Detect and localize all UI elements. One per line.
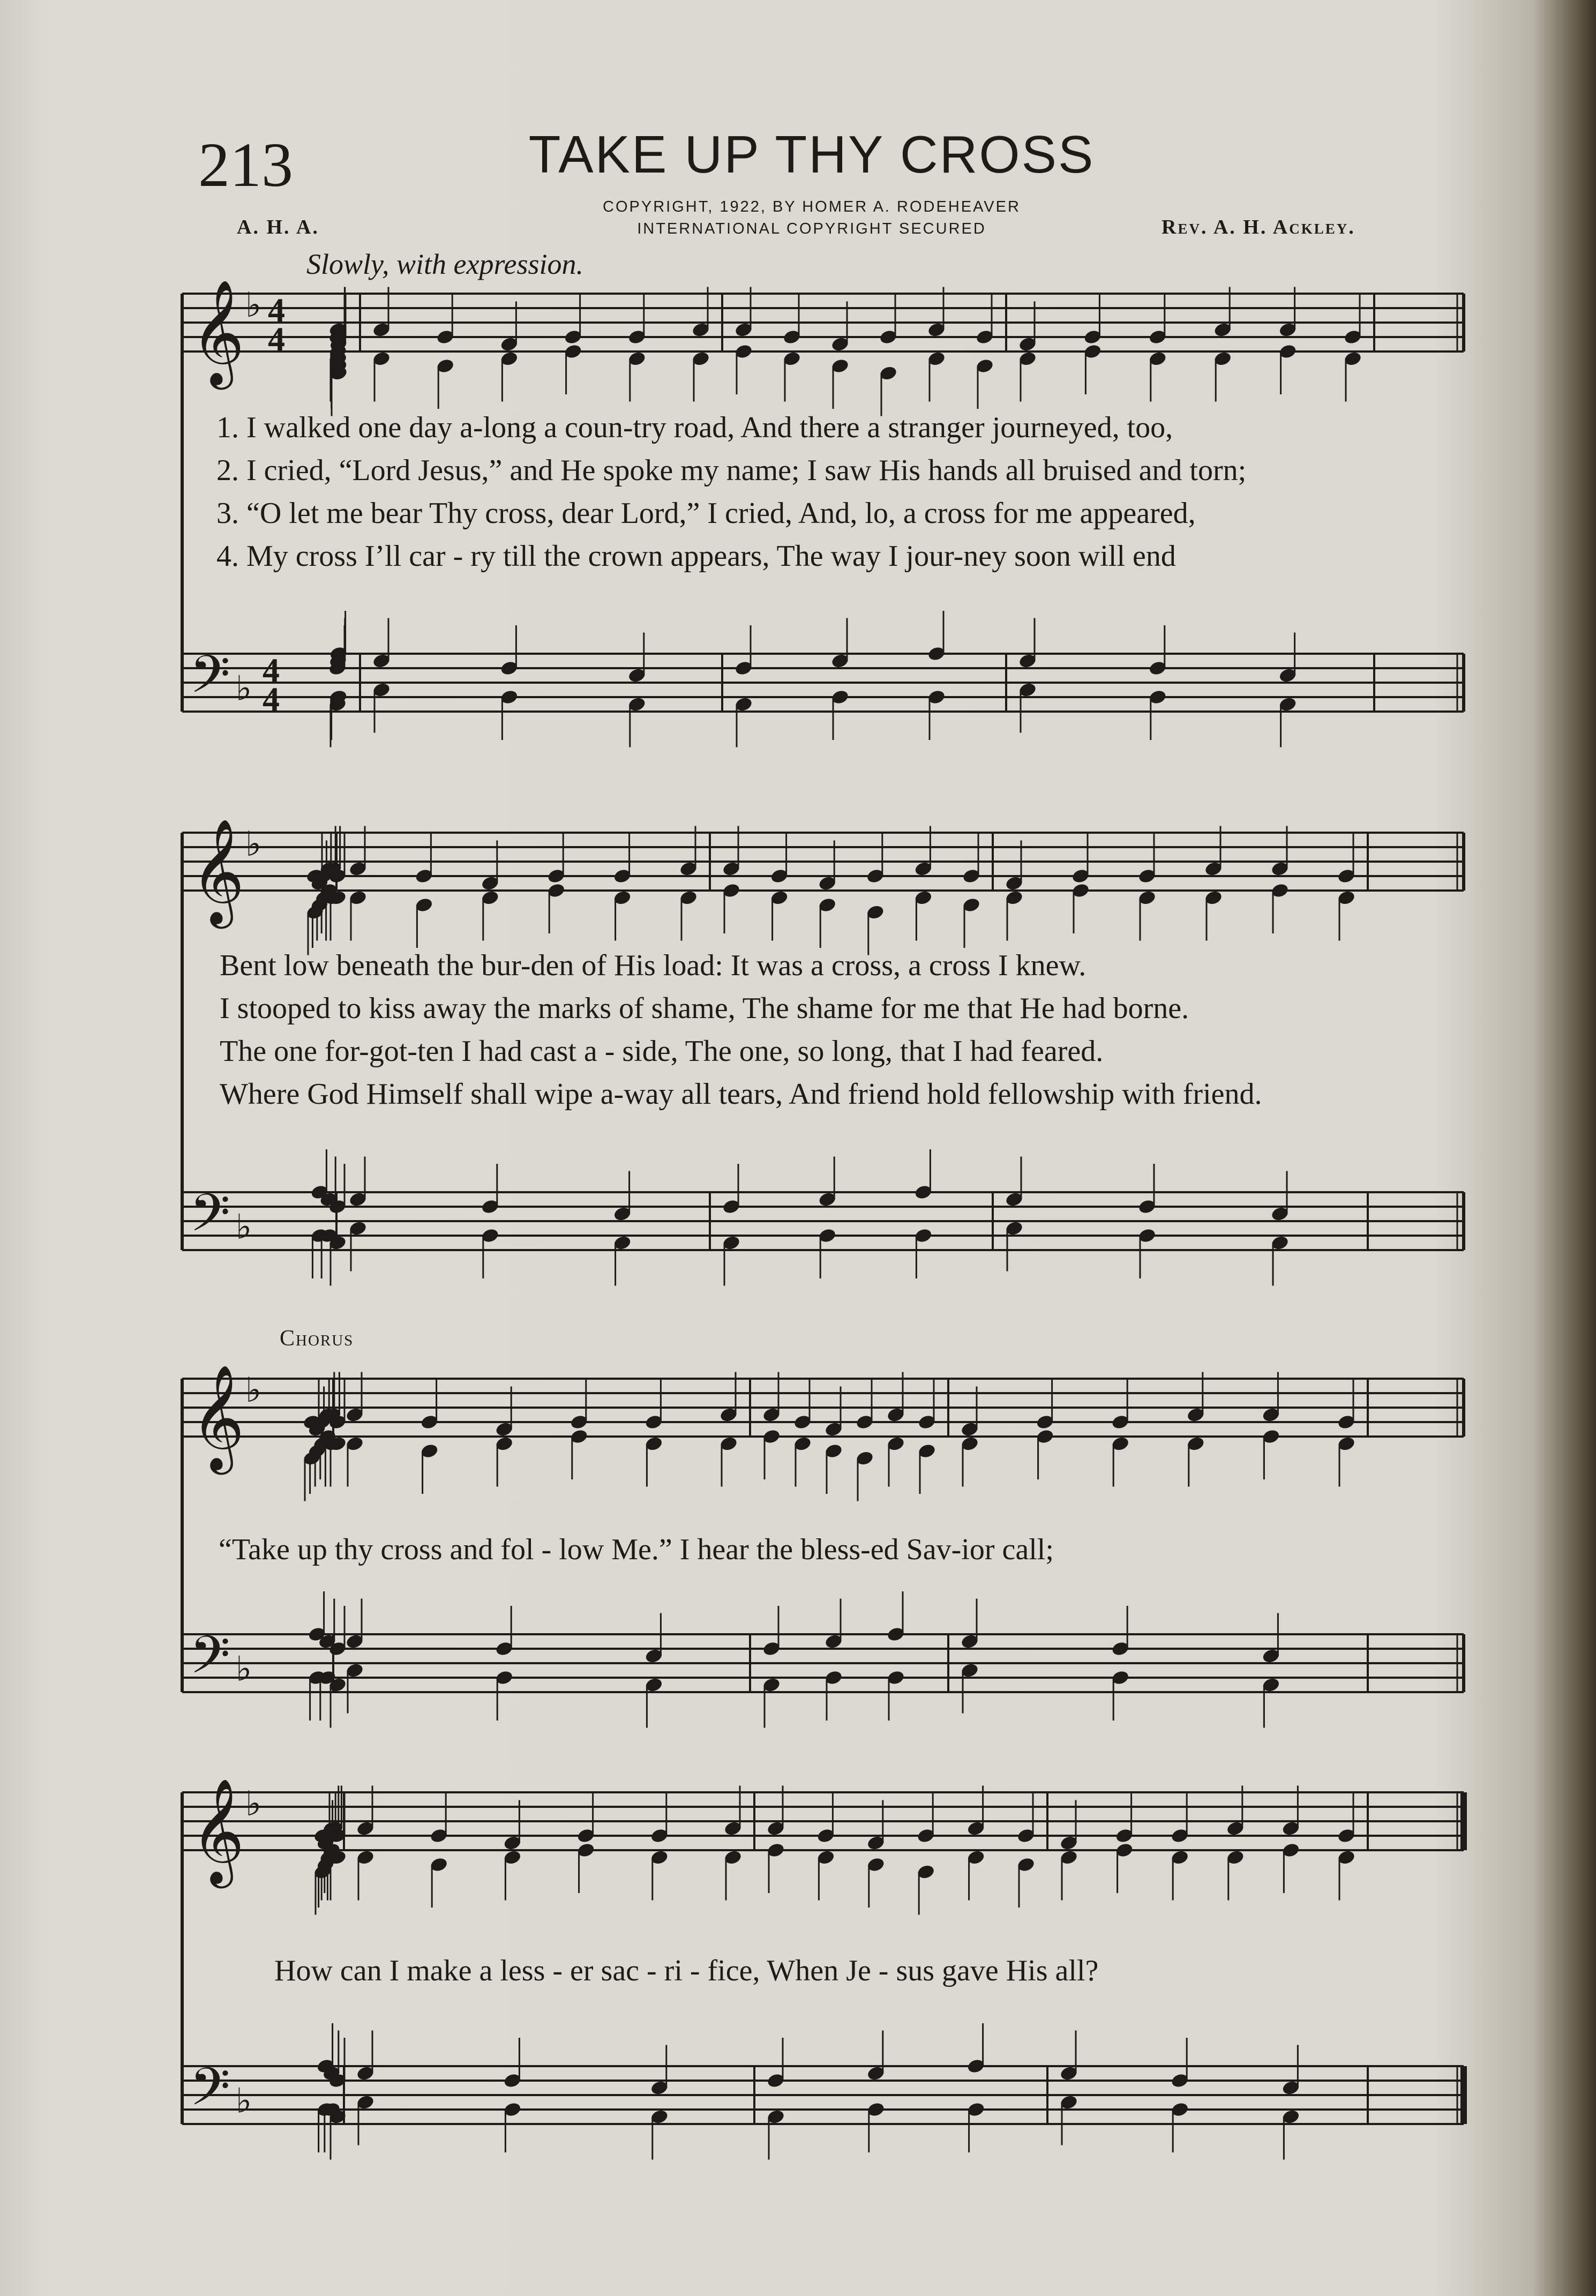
key-flat: ♭: [236, 1649, 252, 1689]
hymn-number: 213: [198, 130, 293, 200]
chorus-line-2: How can I make a less - er sac - ri - fice, When Je - sus gave His all?: [274, 1954, 1099, 1987]
verse-4-line-1: 4. My cross I’ll car - ry till the crown appears, The way I jour-ney soon will end: [216, 540, 1176, 573]
key-flat: ♭: [245, 825, 262, 865]
key-flat: ♭: [245, 1784, 262, 1824]
copyright-secured-line: INTERNATIONAL COPYRIGHT SECURED: [637, 220, 986, 237]
hymn-title: TAKE UP THY CROSS: [528, 125, 1095, 184]
key-flat: ♭: [236, 1207, 252, 1247]
tempo-marking: Slowly, with expression.: [306, 248, 583, 280]
verse-3-line-1: 3. “O let me bear Thy cross, dear Lord,” I cried, And, lo, a cross for me appeared,: [216, 497, 1196, 530]
verse-4-line-2: Where God Himself shall wipe a-way all tears, And friend hold fellowship with friend.: [220, 1078, 1262, 1111]
time-signature-bottom: 4: [263, 680, 280, 718]
bass-clef: 𝄢: [190, 644, 230, 717]
verse-3-line-2: The one for-got-ten I had cast a - side, The one, so long, that I had feared.: [220, 1035, 1104, 1068]
bass-clef: 𝄢: [190, 1624, 230, 1698]
treble-clef: 𝄞: [191, 279, 245, 385]
chorus-label: Chorus: [280, 1326, 354, 1351]
bass-clef: 𝄢: [190, 1182, 230, 1256]
verse-1-line-1: 1. I walked one day a-long a coun-try road, And there a stranger journeyed, too,: [216, 411, 1173, 444]
key-flat: ♭: [245, 286, 262, 326]
verse-2-line-2: I stooped to kiss away the marks of shame, The shame for me that He had borne.: [220, 992, 1189, 1025]
time-signature-top: 4: [268, 291, 285, 329]
verse-1-line-2: Bent low beneath the bur-den of His load: It was a cross, a cross I knew.: [220, 949, 1087, 982]
key-flat: ♭: [236, 669, 252, 709]
key-flat: ♭: [245, 1371, 262, 1411]
time-signature-bottom: 4: [268, 320, 285, 358]
key-flat: ♭: [236, 2081, 252, 2121]
copyright-line: COPYRIGHT, 1922, BY HOMER A. RODEHEAVER: [603, 198, 1021, 215]
treble-clef: 𝄞: [191, 1364, 245, 1470]
words-author: Rev. A. H. Ackley.: [1162, 216, 1355, 238]
chorus-line-1: “Take up thy cross and fol - low Me.” I hear the bless-ed Sav-ior call;: [219, 1533, 1054, 1566]
time-signature-top: 4: [263, 651, 280, 689]
treble-clef: 𝄞: [191, 818, 245, 924]
bass-clef: 𝄢: [190, 2056, 230, 2130]
treble-clef: 𝄞: [191, 1778, 245, 1884]
music-author: A. H. A.: [237, 216, 319, 238]
verse-2-line-1: 2. I cried, “Lord Jesus,” and He spoke my name; I saw His hands all bruised and torn;: [216, 454, 1247, 487]
